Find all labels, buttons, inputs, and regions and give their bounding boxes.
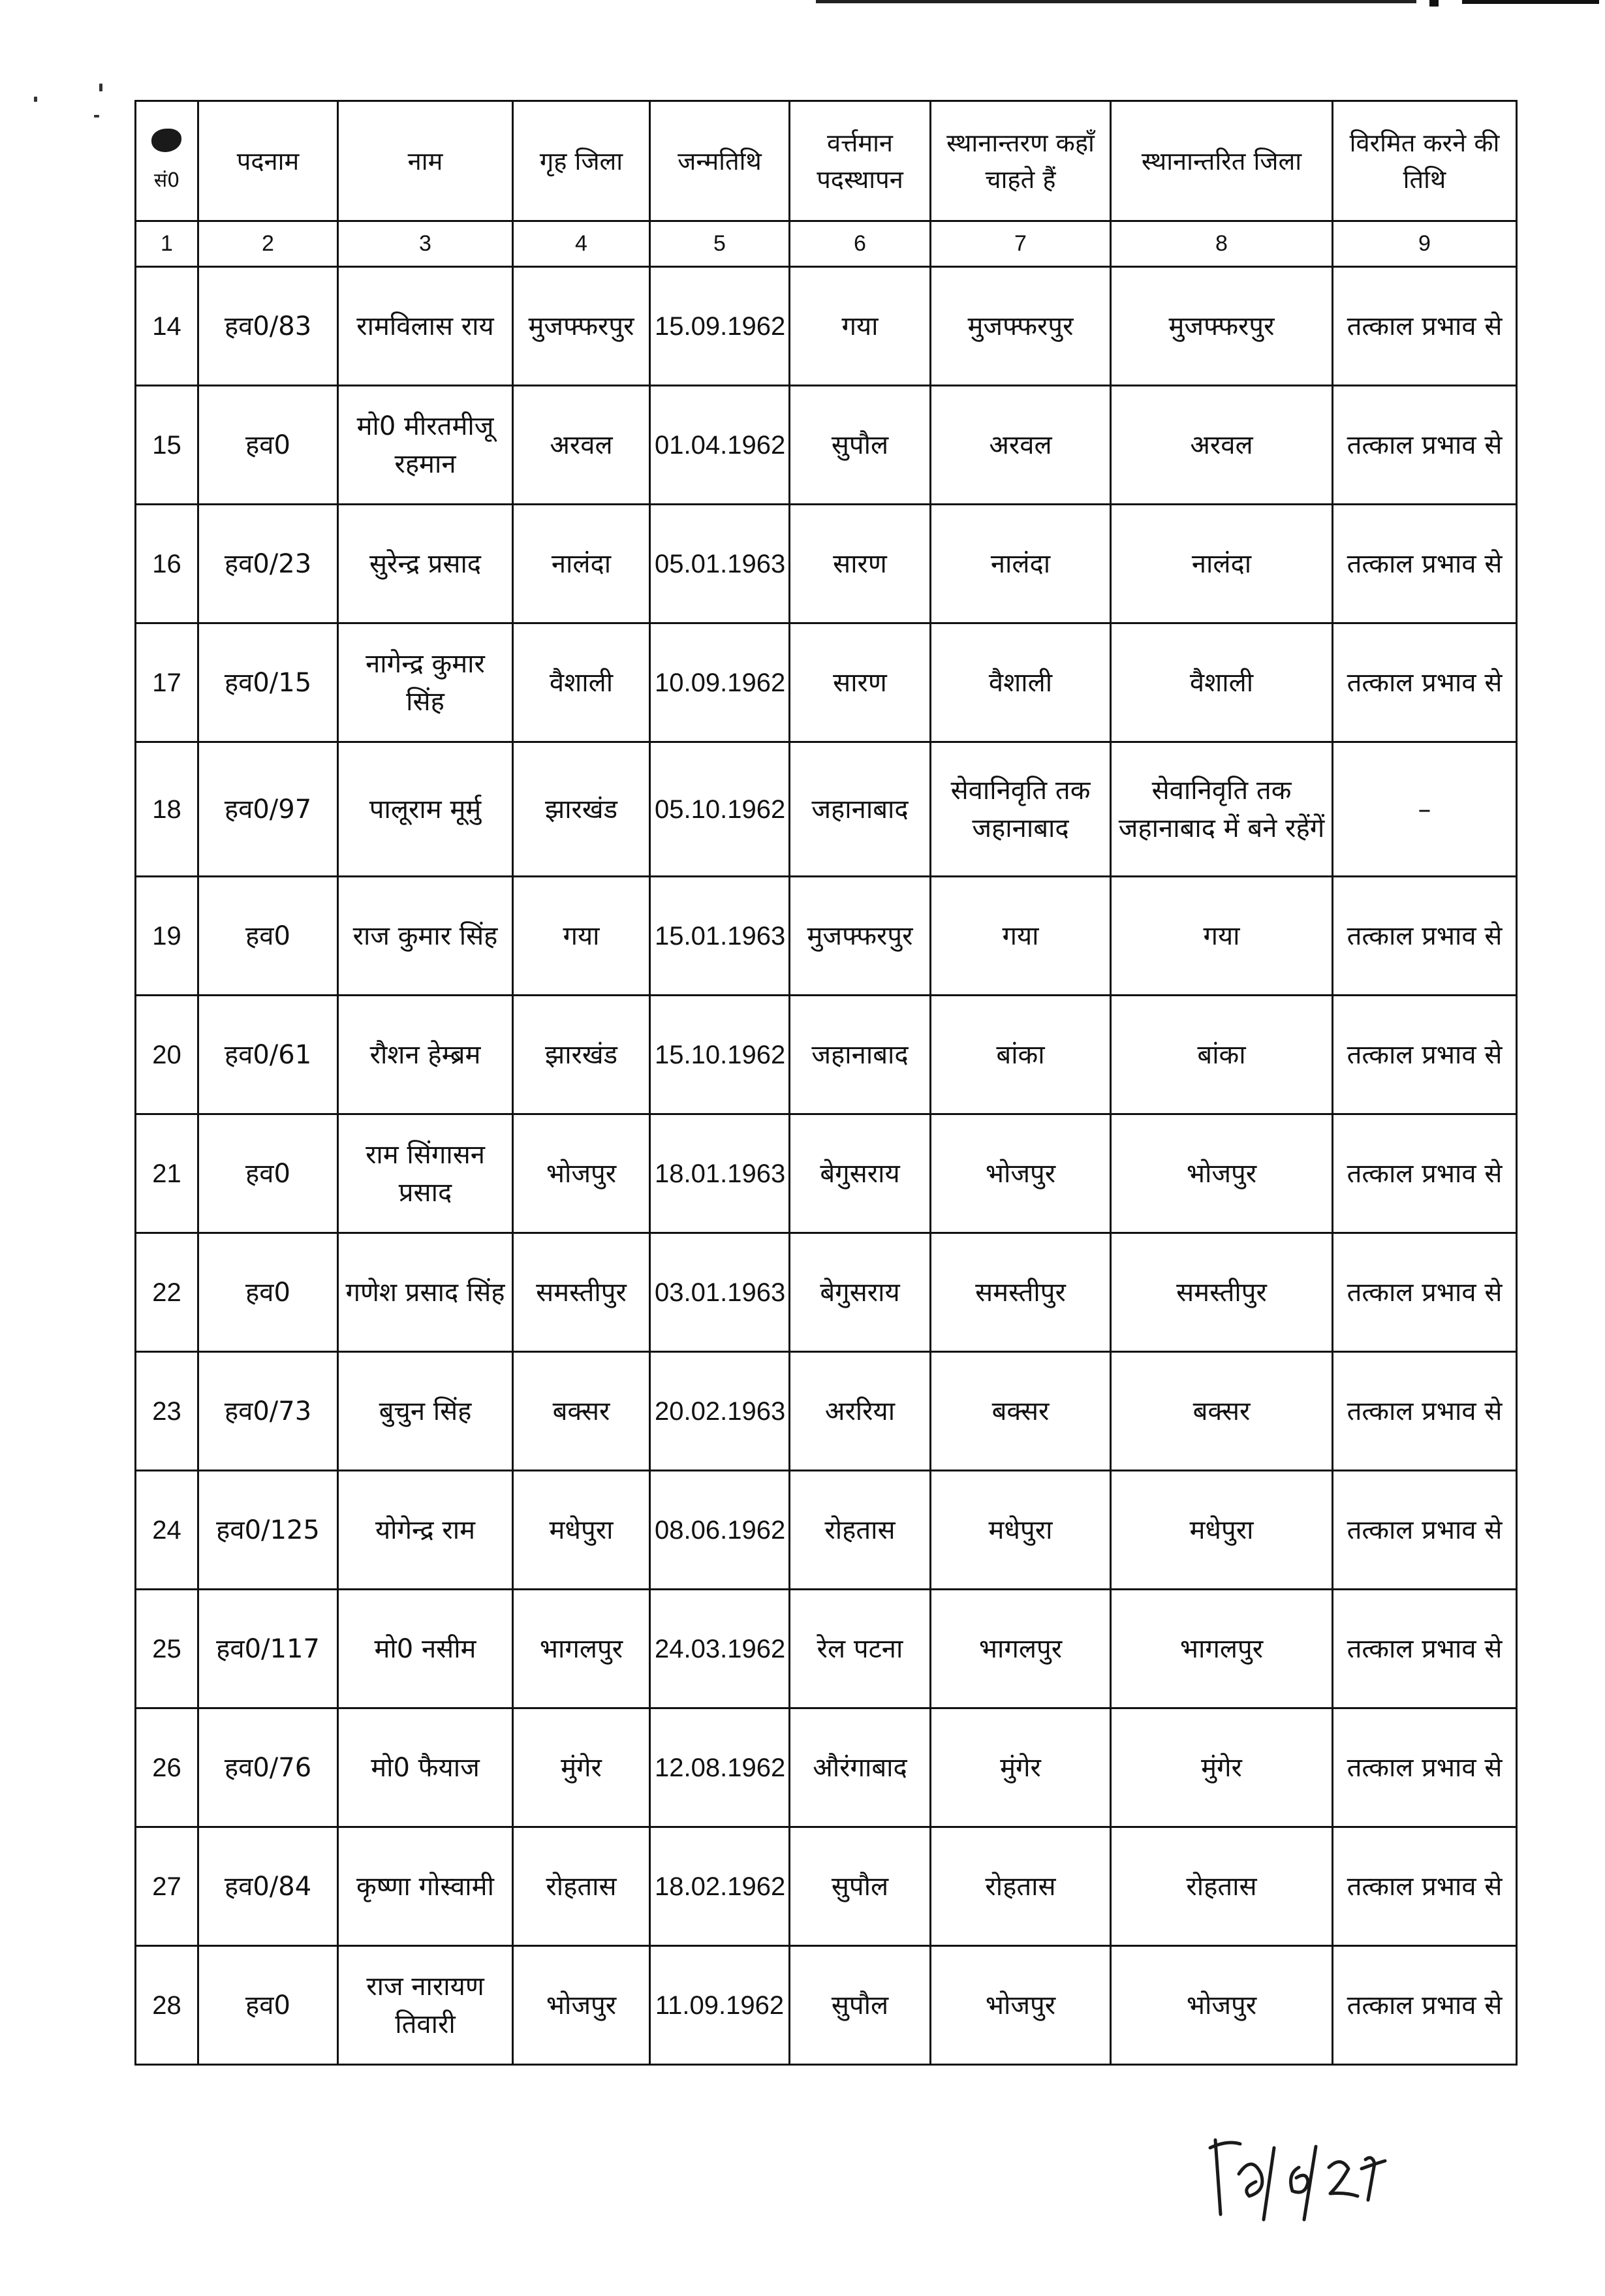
cell-name: कृष्णा गोस्वामी <box>338 1827 513 1946</box>
cell-serial: 19 <box>136 877 198 996</box>
column-number: 9 <box>1333 221 1517 267</box>
column-number: 8 <box>1111 221 1333 267</box>
cell-transferred-district: मुजफ्फरपुर <box>1111 267 1333 386</box>
cell-current-posting: बेगुसराय <box>790 1114 931 1233</box>
cell-serial: 24 <box>136 1471 198 1590</box>
cell-dob: 15.09.1962 <box>650 267 790 386</box>
header-serial-label: सं0 <box>153 168 180 192</box>
cell-current-posting: अररिया <box>790 1352 931 1471</box>
cell-dob: 01.04.1962 <box>650 386 790 505</box>
cell-rank: हव0 <box>198 1233 338 1352</box>
cell-name: रौशन हेम्ब्रम <box>338 996 513 1114</box>
cell-rank: हव0 <box>198 1946 338 2065</box>
cell-dob: 05.01.1963 <box>650 505 790 623</box>
cell-name: पालूराम मूर्मु <box>338 742 513 877</box>
cell-requested-transfer: मधेपुरा <box>931 1471 1111 1590</box>
cell-home-district: भागलपुर <box>513 1590 650 1708</box>
transfer-table <box>134 100 1518 2066</box>
table-row <box>136 386 1517 505</box>
cell-name: मो0 फैयाज <box>338 1708 513 1827</box>
cell-rank: हव0/84 <box>198 1827 338 1946</box>
cell-relieving-date: तत्काल प्रभाव से <box>1333 877 1517 996</box>
cell-name: राम सिंगासन प्रसाद <box>338 1114 513 1233</box>
cell-current-posting: रेल पटना <box>790 1590 931 1708</box>
cell-home-district: झारखंड <box>513 996 650 1114</box>
cell-dob: 03.01.1963 <box>650 1233 790 1352</box>
cell-current-posting: औरंगाबाद <box>790 1708 931 1827</box>
header-rank: पदनाम <box>198 101 338 221</box>
cell-serial: 22 <box>136 1233 198 1352</box>
column-number: 4 <box>513 221 650 267</box>
cell-rank: हव0 <box>198 1114 338 1233</box>
column-number: 6 <box>790 221 931 267</box>
header-requested-transfer: स्थानान्तरण कहाँ चाहते हैं <box>931 101 1111 221</box>
cell-relieving-date: तत्काल प्रभाव से <box>1333 1946 1517 2065</box>
header-transferred-district: स्थानान्तरित जिला <box>1111 101 1333 221</box>
cell-serial: 20 <box>136 996 198 1114</box>
cell-transferred-district: बांका <box>1111 996 1333 1114</box>
cell-transferred-district: नालंदा <box>1111 505 1333 623</box>
header-serial <box>136 101 198 221</box>
cell-home-district: मुंगेर <box>513 1708 650 1827</box>
cell-transferred-district: बक्सर <box>1111 1352 1333 1471</box>
cell-transferred-district: समस्तीपुर <box>1111 1233 1333 1352</box>
cell-requested-transfer: भागलपुर <box>931 1590 1111 1708</box>
cell-home-district: झारखंड <box>513 742 650 877</box>
top-scan-edge <box>816 0 1416 3</box>
cell-relieving-date: तत्काल प्रभाव से <box>1333 1471 1517 1590</box>
cell-dob: 12.08.1962 <box>650 1708 790 1827</box>
column-number: 1 <box>136 221 198 267</box>
cell-dob: 11.09.1962 <box>650 1946 790 2065</box>
cell-transferred-district: वैशाली <box>1111 623 1333 742</box>
cell-serial: 27 <box>136 1827 198 1946</box>
cell-name: राज नारायण तिवारी <box>338 1946 513 2065</box>
cell-relieving-date: तत्काल प्रभाव से <box>1333 1233 1517 1352</box>
cell-current-posting: सुपौल <box>790 1946 931 2065</box>
cell-requested-transfer: बांका <box>931 996 1111 1114</box>
header-row <box>136 101 1517 221</box>
header-home-district: गृह जिला <box>513 101 650 221</box>
cell-requested-transfer: नालंदा <box>931 505 1111 623</box>
cell-relieving-date: तत्काल प्रभाव से <box>1333 1590 1517 1708</box>
cell-serial: 17 <box>136 623 198 742</box>
cell-current-posting: मुजफ्फरपुर <box>790 877 931 996</box>
header-relieving-date: विरमित करने की तिथि <box>1333 101 1517 221</box>
cell-dob: 15.01.1963 <box>650 877 790 996</box>
column-number: 7 <box>931 221 1111 267</box>
scan-speck <box>34 97 37 102</box>
cell-rank: हव0 <box>198 877 338 996</box>
cell-relieving-date: – <box>1333 742 1517 877</box>
cell-requested-transfer: रोहतास <box>931 1827 1111 1946</box>
cell-rank: हव0/125 <box>198 1471 338 1590</box>
cell-home-district: अरवल <box>513 386 650 505</box>
cell-home-district: भोजपुर <box>513 1114 650 1233</box>
table-row <box>136 1471 1517 1590</box>
cell-current-posting: रोहतास <box>790 1471 931 1590</box>
cell-transferred-district: रोहतास <box>1111 1827 1333 1946</box>
table-row <box>136 267 1517 386</box>
cell-transferred-district: गया <box>1111 877 1333 996</box>
cell-rank: हव0/76 <box>198 1708 338 1827</box>
cell-current-posting: गया <box>790 267 931 386</box>
cell-home-district: नालंदा <box>513 505 650 623</box>
cell-transferred-district: मुंगेर <box>1111 1708 1333 1827</box>
cell-dob: 08.06.1962 <box>650 1471 790 1590</box>
cell-serial: 16 <box>136 505 198 623</box>
cell-rank: हव0/15 <box>198 623 338 742</box>
cell-rank: हव0/117 <box>198 1590 338 1708</box>
cell-dob: 15.10.1962 <box>650 996 790 1114</box>
cell-transferred-district: भोजपुर <box>1111 1114 1333 1233</box>
cell-current-posting: सारण <box>790 505 931 623</box>
cell-name: गणेश प्रसाद सिंह <box>338 1233 513 1352</box>
column-number: 5 <box>650 221 790 267</box>
cell-serial: 26 <box>136 1708 198 1827</box>
top-scan-mark <box>1429 0 1439 7</box>
cell-home-district: समस्तीपुर <box>513 1233 650 1352</box>
cell-dob: 18.02.1962 <box>650 1827 790 1946</box>
cell-rank: हव0/97 <box>198 742 338 877</box>
cell-requested-transfer: मुजफ्फरपुर <box>931 267 1111 386</box>
cell-transferred-district: भागलपुर <box>1111 1590 1333 1708</box>
table-row <box>136 742 1517 877</box>
cell-name: मो0 मीरतमीजू रहमान <box>338 386 513 505</box>
cell-current-posting: जहानाबाद <box>790 742 931 877</box>
cell-transferred-district: भोजपुर <box>1111 1946 1333 2065</box>
cell-requested-transfer: भोजपुर <box>931 1114 1111 1233</box>
cell-serial: 28 <box>136 1946 198 2065</box>
table-row <box>136 1590 1517 1708</box>
cell-relieving-date: तत्काल प्रभाव से <box>1333 386 1517 505</box>
cell-home-district: गया <box>513 877 650 996</box>
cell-requested-transfer: गया <box>931 877 1111 996</box>
scan-speck <box>94 115 99 118</box>
table-row <box>136 623 1517 742</box>
cell-relieving-date: तत्काल प्रभाव से <box>1333 1827 1517 1946</box>
cell-serial: 18 <box>136 742 198 877</box>
cell-rank: हव0/83 <box>198 267 338 386</box>
scan-speck <box>99 84 102 91</box>
cell-name: बुचुन सिंह <box>338 1352 513 1471</box>
table-row <box>136 505 1517 623</box>
cell-rank: हव0/23 <box>198 505 338 623</box>
cell-requested-transfer: बक्सर <box>931 1352 1111 1471</box>
cell-name: योगेन्द्र राम <box>338 1471 513 1590</box>
cell-name: नागेन्द्र कुमार सिंह <box>338 623 513 742</box>
cell-name: सुरेन्द्र प्रसाद <box>338 505 513 623</box>
cell-name: राज कुमार सिंह <box>338 877 513 996</box>
table-row <box>136 1352 1517 1471</box>
cell-current-posting: सुपौल <box>790 386 931 505</box>
column-number: 2 <box>198 221 338 267</box>
cell-rank: हव0/73 <box>198 1352 338 1471</box>
column-number-row <box>136 221 1517 267</box>
header-dob: जन्मतिथि <box>650 101 790 221</box>
cell-rank: हव0/61 <box>198 996 338 1114</box>
ink-blot-icon <box>151 129 181 152</box>
cell-name: रामविलास राय <box>338 267 513 386</box>
cell-dob: 05.10.1962 <box>650 742 790 877</box>
cell-relieving-date: तत्काल प्रभाव से <box>1333 267 1517 386</box>
cell-current-posting: बेगुसराय <box>790 1233 931 1352</box>
cell-serial: 23 <box>136 1352 198 1471</box>
cell-requested-transfer: सेवानिवृति तक जहानाबाद <box>931 742 1111 877</box>
cell-transferred-district: अरवल <box>1111 386 1333 505</box>
cell-requested-transfer: भोजपुर <box>931 1946 1111 2065</box>
cell-home-district: भोजपुर <box>513 1946 650 2065</box>
cell-serial: 15 <box>136 386 198 505</box>
cell-relieving-date: तत्काल प्रभाव से <box>1333 1708 1517 1827</box>
cell-home-district: रोहतास <box>513 1827 650 1946</box>
cell-serial: 14 <box>136 267 198 386</box>
cell-dob: 10.09.1962 <box>650 623 790 742</box>
cell-serial: 21 <box>136 1114 198 1233</box>
cell-relieving-date: तत्काल प्रभाव से <box>1333 1114 1517 1233</box>
cell-rank: हव0 <box>198 386 338 505</box>
cell-current-posting: सुपौल <box>790 1827 931 1946</box>
cell-relieving-date: तत्काल प्रभाव से <box>1333 623 1517 742</box>
header-current-posting: वर्त्तमान पदस्थापन <box>790 101 931 221</box>
cell-requested-transfer: वैशाली <box>931 623 1111 742</box>
table-row <box>136 1946 1517 2065</box>
header-name: नाम <box>338 101 513 221</box>
cell-current-posting: जहानाबाद <box>790 996 931 1114</box>
cell-serial: 25 <box>136 1590 198 1708</box>
cell-transferred-district: सेवानिवृति तक जहानाबाद में बने रहेंगें <box>1111 742 1333 877</box>
table-row <box>136 1233 1517 1352</box>
handwritten-signature <box>1201 2128 1410 2226</box>
cell-home-district: वैशाली <box>513 623 650 742</box>
table-row <box>136 1827 1517 1946</box>
table-row <box>136 1708 1517 1827</box>
cell-relieving-date: तत्काल प्रभाव से <box>1333 996 1517 1114</box>
cell-relieving-date: तत्काल प्रभाव से <box>1333 1352 1517 1471</box>
cell-dob: 24.03.1962 <box>650 1590 790 1708</box>
cell-home-district: मुजफ्फरपुर <box>513 267 650 386</box>
cell-current-posting: सारण <box>790 623 931 742</box>
cell-transferred-district: मधेपुरा <box>1111 1471 1333 1590</box>
cell-requested-transfer: मुंगेर <box>931 1708 1111 1827</box>
cell-home-district: मधेपुरा <box>513 1471 650 1590</box>
cell-name: मो0 नसीम <box>338 1590 513 1708</box>
cell-home-district: बक्सर <box>513 1352 650 1471</box>
top-scan-edge-right <box>1462 0 1599 4</box>
table-row <box>136 1114 1517 1233</box>
cell-requested-transfer: अरवल <box>931 386 1111 505</box>
table-row <box>136 877 1517 996</box>
table-row <box>136 996 1517 1114</box>
cell-relieving-date: तत्काल प्रभाव से <box>1333 505 1517 623</box>
cell-requested-transfer: समस्तीपुर <box>931 1233 1111 1352</box>
cell-dob: 18.01.1963 <box>650 1114 790 1233</box>
column-number: 3 <box>338 221 513 267</box>
cell-dob: 20.02.1963 <box>650 1352 790 1471</box>
